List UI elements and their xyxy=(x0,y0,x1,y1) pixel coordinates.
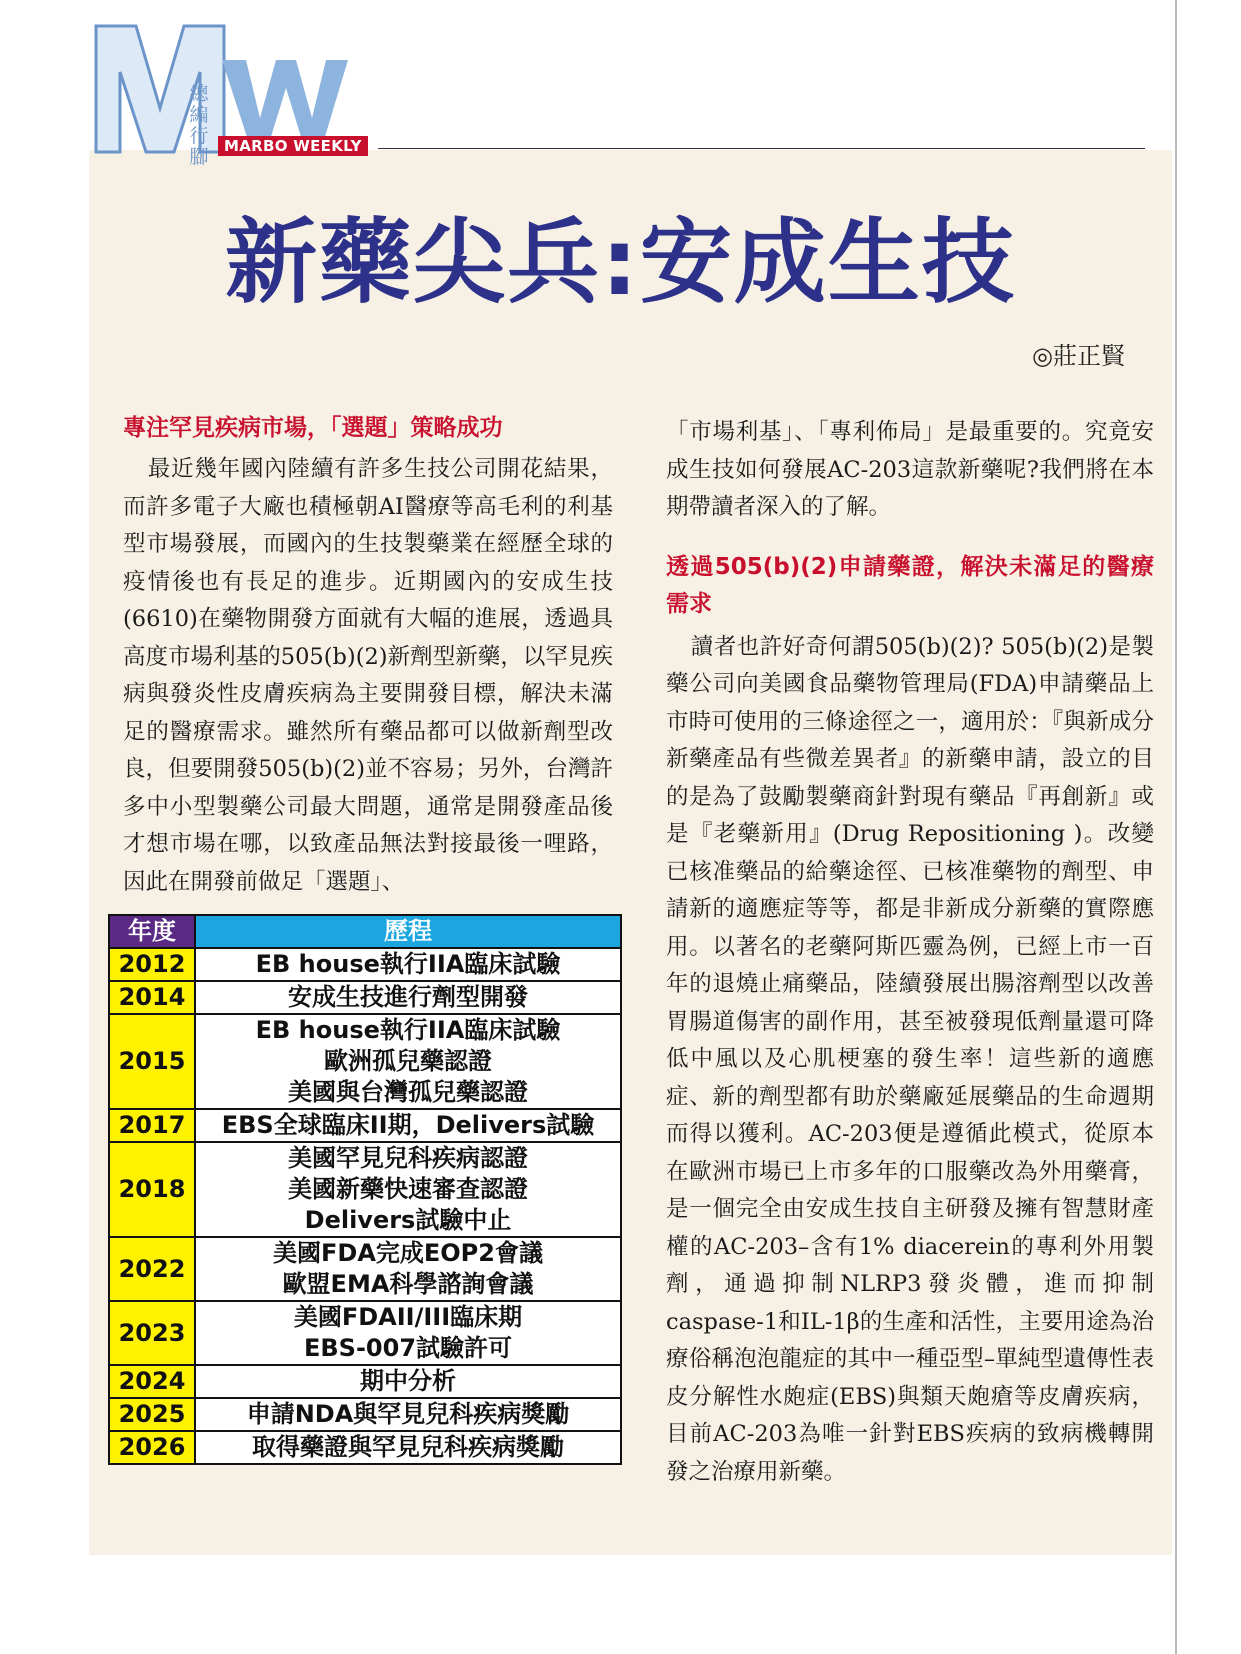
timeline-row xyxy=(109,1431,621,1464)
timeline-table xyxy=(108,914,622,1465)
timeline-year: 2025 xyxy=(109,1398,195,1431)
timeline-event: 美國新藥快速審查認證 xyxy=(288,1175,528,1203)
timeline-events xyxy=(195,1237,621,1301)
timeline-event: 美國FDAII/III臨床期 xyxy=(293,1303,523,1331)
timeline-events xyxy=(195,981,621,1014)
timeline-row xyxy=(109,1398,621,1431)
timeline-events xyxy=(195,1431,621,1464)
timeline-event: EB house執行IIA臨床試驗 xyxy=(255,950,561,978)
timeline-year: 2017 xyxy=(109,1109,195,1142)
column-label-char: 編 xyxy=(189,104,209,126)
article-title: 新藥尖兵:安成生技 xyxy=(225,209,1016,316)
timeline-events xyxy=(195,1109,621,1142)
timeline-row xyxy=(109,1109,621,1142)
section-heading-2: 透過505(b)(2)申請藥證，解決未滿足的醫療需求 xyxy=(666,553,1154,617)
timeline-year: 2024 xyxy=(109,1365,195,1398)
timeline-year: 2026 xyxy=(109,1431,195,1464)
timeline-event: EBS-007試驗許可 xyxy=(303,1334,513,1362)
timeline-events xyxy=(195,1365,621,1398)
section-heading-1: 專注罕見疾病市場，「選題」策略成功 xyxy=(123,415,503,441)
timeline-row xyxy=(109,948,621,981)
timeline-event: 美國FDA完成EOP2會議 xyxy=(273,1239,543,1267)
year-header: 年度 xyxy=(109,915,195,948)
column-label xyxy=(186,84,212,168)
timeline-body xyxy=(109,948,621,1464)
timeline-event: EBS全球臨床II期，Delivers試驗 xyxy=(221,1111,595,1139)
right-column xyxy=(666,414,1154,1491)
timeline-event: 期中分析 xyxy=(360,1367,456,1395)
header-rule xyxy=(378,148,1145,149)
timeline-events xyxy=(195,1301,621,1365)
paragraph-1: 最近幾年國內陸續有許多生技公司開花結果，而許多電子大廠也積極朝AI醫療等高毛利的利基型市場發展，而國內的生技製藥業在經歷全球的疫情後也有長足的進步。近期國內的安成生技(6610)在藥物開發方面就有大幅的進展，透過具高度市場利基的505(b)(2)新劑型新藥，以罕見疾病與發炎性皮膚疾病為主要開發目標，解決未滿足的醫療需求。雖然所有藥品都可以做新劑型改良，但要開發505(b)(2)並不容易；另外，台灣許多中小型製藥公司最大問題，通常是開發產品後才想市場在哪，以致產品無法對接最後一哩路，因此在開發前做足「選題」、 xyxy=(123,456,613,895)
timeline-event: 安成生技進行劑型開發 xyxy=(288,983,528,1011)
timeline-row xyxy=(109,1237,621,1301)
paragraph-2: 讀者也許好奇何謂505(b)(2)? 505(b)(2)是製藥公司向美國食品藥物管理局(FDA)申請藥品上市時可使用的三條途徑之一，適用於：『與新成分新藥產品有些微差異者』的新藥申請，設立的目的是為了鼓勵製藥商針對現有藥品『再創新』或是『老藥新用』(Drug Repositioning )。改變已核准藥品的給藥途徑、已核准藥物的劑型、申請新的適應症等等，都是非新成分新藥的實際應用。以著名的老藥阿斯匹靈為例，已經上市一百年的退燒止痛藥品，陸續發展出腸溶劑型以改善胃腸道傷害的副作用，甚至被發現低劑量還可降低中風以及心肌梗塞的發生率！這些新的適應症、新的劑型都有助於藥廠延展藥品的生命週期而得以獲利。AC-203便是遵循此模式，從原本在歐洲市場已上市多年的口服藥改為外用藥膏，是一個完全由安成生技自主研發及擁有智慧財產權的AC-203–含有1% diacerein的專利外用製劑，通過抑制NLRP3發炎體，進而抑制caspase-1和IL-1β的生產和活性，主要用途為治療俗稱泡泡龍症的其中一種亞型–單純型遺傳性表皮分解性水皰症(EBS)與類天皰瘡等皮膚疾病，目前AC-203為唯一針對EBS疾病的致病機轉開發之治療用新藥。 xyxy=(666,633,1154,1485)
column-label-char: 總 xyxy=(189,83,209,105)
timeline-event: 取得藥證與罕見兒科疾病獎勵 xyxy=(252,1433,564,1461)
history-header: 歷程 xyxy=(195,915,621,948)
column-label-char: 行 xyxy=(189,125,209,147)
paragraph-continued: 「市場利基」、「專利佈局」是最重要的。究竟安成生技如何發展AC-203這款新藥呢?我們將在本期帶讀者深入的了解。 xyxy=(666,419,1154,520)
timeline-events xyxy=(195,1014,621,1109)
timeline-events xyxy=(195,948,621,981)
timeline-row xyxy=(109,1365,621,1398)
timeline-row xyxy=(109,1014,621,1109)
timeline-event: 歐盟EMA科學諮詢會議 xyxy=(282,1270,534,1298)
timeline-header-row xyxy=(109,915,621,948)
timeline-events xyxy=(195,1398,621,1431)
timeline-event: 美國與台灣孤兒藥認證 xyxy=(288,1078,528,1106)
byline: ◎莊正賢 xyxy=(1032,342,1125,370)
timeline-event: Delivers試驗中止 xyxy=(304,1206,512,1234)
timeline-event: EB house執行IIA臨床試驗 xyxy=(255,1016,561,1044)
left-column xyxy=(123,410,613,901)
timeline-row xyxy=(109,1142,621,1237)
timeline-row xyxy=(109,1301,621,1365)
timeline-event: 申請NDA與罕見兒科疾病獎勵 xyxy=(246,1400,570,1428)
timeline-year: 2018 xyxy=(109,1142,195,1237)
timeline-year: 2022 xyxy=(109,1237,195,1301)
timeline-row xyxy=(109,981,621,1014)
timeline-year: 2012 xyxy=(109,948,195,981)
timeline-year: 2014 xyxy=(109,981,195,1014)
timeline-year: 2023 xyxy=(109,1301,195,1365)
timeline-year: 2015 xyxy=(109,1014,195,1109)
timeline-event: 美國罕見兒科疾病認證 xyxy=(288,1144,528,1172)
column-label-char: 腳 xyxy=(189,146,209,168)
timeline-event: 歐洲孤兒藥認證 xyxy=(324,1047,492,1075)
magazine-tag: MARBO WEEKLY xyxy=(218,136,368,156)
timeline-events xyxy=(195,1142,621,1237)
